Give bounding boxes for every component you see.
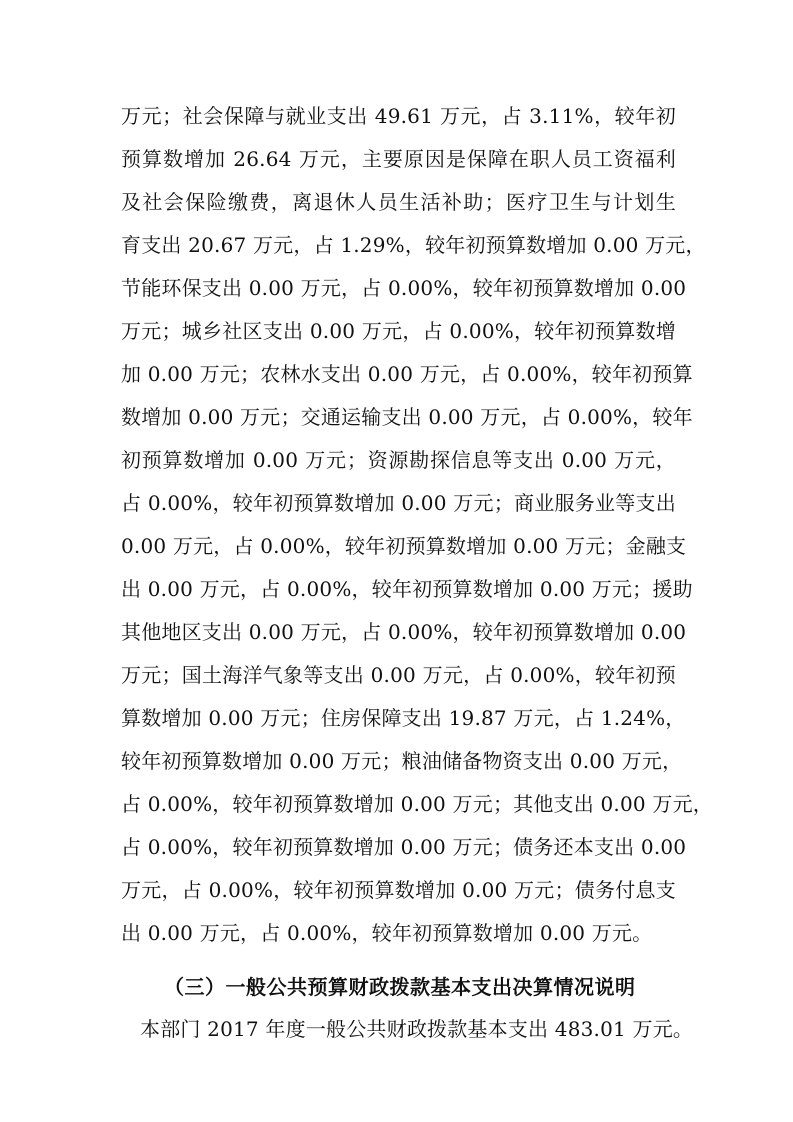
body-line: 算数增加 0.00 万元；住房保障支出 19.87 万元，占 1.24%， — [121, 706, 686, 730]
body-line: 万元；城乡社区支出 0.00 万元，占 0.00%，较年初预算数增 — [121, 319, 676, 343]
body-line: 万元；国土海洋气象等支出 0.00 万元，占 0.00%，较年初预 — [121, 663, 676, 687]
section-paragraph: 本部门 2017 年度一般公共财政拨款基本支出 483.01 万元。 — [140, 1017, 694, 1041]
body-line: 数增加 0.00 万元；交通运输支出 0.00 万元，占 0.00%，较年 — [121, 405, 693, 429]
body-line: 占 0.00%，较年初预算数增加 0.00 万元；债务还本支出 0.00 — [121, 835, 687, 859]
body-line: 出 0.00 万元，占 0.00%，较年初预算数增加 0.00 万元；援助 — [121, 577, 693, 601]
body-line: 及社会保险缴费，离退休人员生活补助；医疗卫生与计划生 — [121, 190, 676, 214]
body-line: 万元；社会保障与就业支出 49.61 万元，占 3.11%，较年初 — [121, 104, 676, 128]
body-line: 占 0.00%，较年初预算数增加 0.00 万元；商业服务业等支出 — [121, 491, 676, 515]
body-line: 预算数增加 26.64 万元，主要原因是保障在职人员工资福利 — [121, 147, 676, 171]
body-line: 其他地区支出 0.00 万元，占 0.00%，较年初预算数增加 0.00 — [121, 620, 687, 644]
body-line: 加 0.00 万元；农林水支出 0.00 万元，占 0.00%，较年初预算 — [121, 362, 693, 386]
body-line: 占 0.00%，较年初预算数增加 0.00 万元；其他支出 0.00 万元， — [121, 792, 713, 816]
body-line: 万元，占 0.00%，较年初预算数增加 0.00 万元；债务付息支 — [121, 878, 676, 902]
body-line: 初预算数增加 0.00 万元；资源勘探信息等支出 0.00 万元， — [121, 448, 676, 472]
body-line: 较年初预算数增加 0.00 万元；粮油储备物资支出 0.00 万元， — [121, 749, 683, 773]
section-heading: （三）一般公共预算财政拨款基本支出决算情况说明 — [164, 975, 636, 999]
body-line: 节能环保支出 0.00 万元，占 0.00%，较年初预算数增加 0.00 — [121, 276, 687, 300]
body-line: 出 0.00 万元，占 0.00%，较年初预算数增加 0.00 万元。 — [121, 921, 653, 945]
body-line: 育支出 20.67 万元，占 1.29%，较年初预算数增加 0.00 万元， — [121, 233, 706, 257]
body-line: 0.00 万元，占 0.00%，较年初预算数增加 0.00 万元；金融支 — [121, 534, 687, 558]
